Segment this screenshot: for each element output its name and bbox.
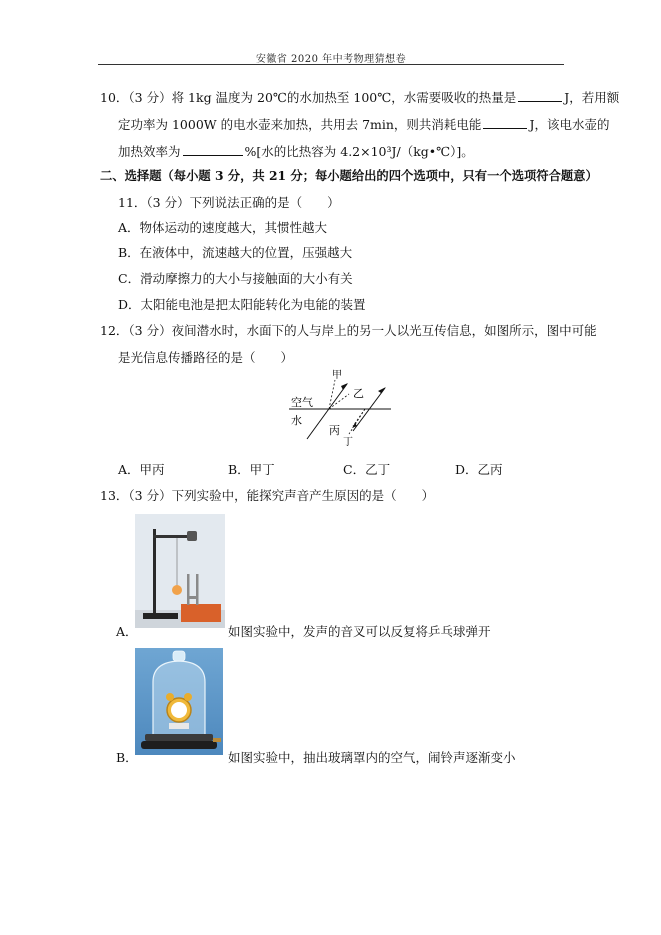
q11-stem: 11．（3 分）下列说法正确的是（ ） bbox=[118, 195, 340, 210]
page-header: 安徽省 2020 年中考物理猜想卷 bbox=[255, 54, 407, 65]
q11-option-b[interactable]: B．在液体中，流速越大的位置，压强越大 bbox=[118, 245, 353, 260]
q13-option-b-label[interactable]: B． bbox=[116, 750, 138, 765]
q11-option-c[interactable]: C．滑动摩擦力的大小与接触面的大小有关 bbox=[118, 271, 353, 286]
q12-stem-line2: 是光信息传播路径的是（ ） bbox=[118, 350, 294, 365]
q12-option-d[interactable]: D．乙丙 bbox=[455, 462, 503, 477]
q13-option-a-label[interactable]: A． bbox=[116, 624, 138, 639]
svg-text:甲: 甲 bbox=[332, 370, 342, 381]
q12-stem-line1: 12．（3 分）夜间潜水时，水面下的人与岸上的另一人以光互传信息，如图所示，图中可能 bbox=[100, 323, 597, 338]
q13-option-a-text: 如图实验中，发声的音叉可以反复将乒乓球弹开 bbox=[228, 624, 491, 639]
answer-blank[interactable] bbox=[518, 89, 562, 102]
q13-stem: 13．（3 分）下列实验中，能探究声音产生原因的是（ ） bbox=[100, 488, 435, 503]
bell-jar-photo bbox=[135, 648, 223, 755]
header-divider bbox=[98, 64, 564, 65]
refraction-diagram bbox=[285, 366, 395, 448]
ray-line-left bbox=[307, 384, 347, 439]
q12-option-b[interactable]: B．甲丁 bbox=[228, 462, 275, 477]
section-title: 二、选择题（每小题 3 分，共 21 分；每小题给出的四个选项中，只有一个选项符合题意） bbox=[100, 168, 598, 183]
answer-blank[interactable] bbox=[183, 143, 243, 156]
q13-option-b-text: 如图实验中，抽出玻璃罩内的空气，闹铃声逐渐变小 bbox=[228, 750, 516, 765]
tuning-fork-photo bbox=[135, 514, 225, 628]
q11-option-a[interactable]: A．物体运动的速度越大，其惯性越大 bbox=[118, 220, 328, 235]
svg-text:丁: 丁 bbox=[343, 437, 353, 448]
svg-text:乙: 乙 bbox=[353, 387, 364, 400]
arrow-head bbox=[341, 383, 348, 390]
q10-line3: 加热效率为 %[水的比热容为 4.2×10³J/（kg•℃）]。 bbox=[118, 144, 474, 159]
q12-option-c[interactable]: C．乙丁 bbox=[343, 462, 391, 477]
q12-option-a[interactable]: A．甲丙 bbox=[118, 462, 165, 477]
q11-option-d[interactable]: D．太阳能电池是把太阳能转化为电能的装置 bbox=[118, 297, 366, 312]
answer-blank[interactable] bbox=[483, 116, 527, 129]
svg-text:空气: 空气 bbox=[291, 396, 313, 409]
q10-line2: 定功率为 1000W 的电水壶来加热，共用去 7min，则共消耗电能 J，该电水壶的 bbox=[118, 117, 610, 132]
svg-text:水: 水 bbox=[291, 414, 302, 427]
ray-ding bbox=[349, 409, 365, 434]
q10-line1: 10．（3 分）将 1kg 温度为 20℃的水加热至 100℃，水需要吸收的热量是 J，若用额 bbox=[100, 90, 620, 105]
svg-text:丙: 丙 bbox=[329, 424, 340, 437]
